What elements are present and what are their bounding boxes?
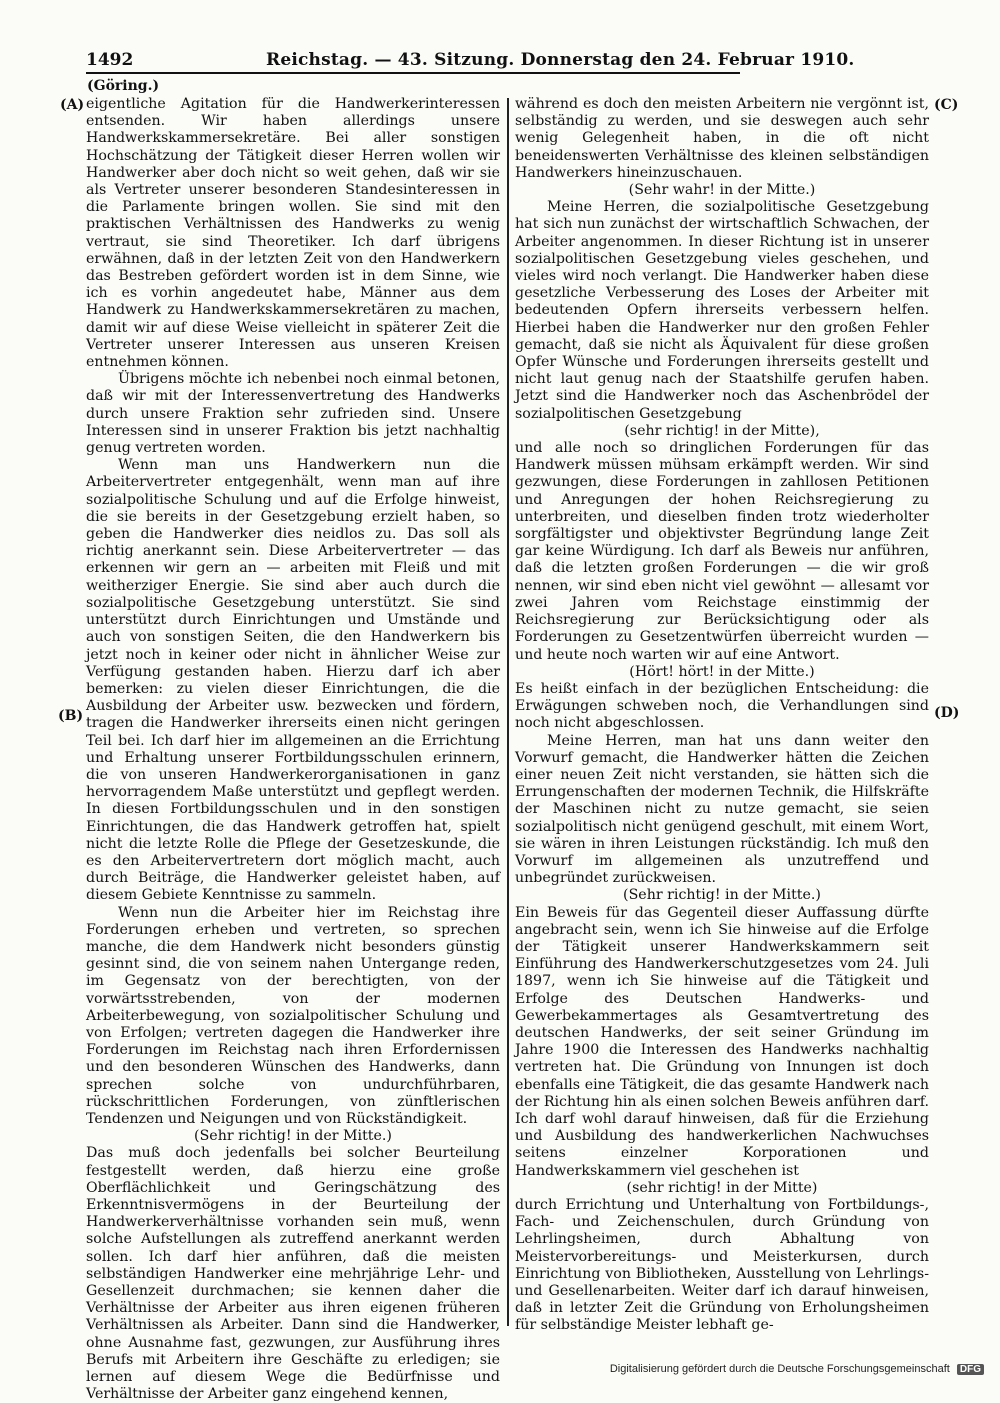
interjection: (Hört! hört! in der Mitte.) bbox=[629, 663, 815, 680]
margin-mark-a: (A) bbox=[60, 97, 85, 113]
paragraph: und alle noch so dringlichen Forderungen für das Handwerk müssen mühsam erkämpft werden. Wir sind gezwungen, diese Forderungen in zahllosen Petitionen und Anregungen der hohen Reichsregierung zu unterbreiten, und dieselben finden trotz wiederholter sorgfältigster und objektivster Begründung lange Zeit gar keine Würdigung. Ich darf als Beweis nur anführen, daß die letzten großen Forderungen — die wir groß nennen, wir sind eben nicht viel gewöhnt — allesamt vor zwei Jahren vom Reichstage einstimmig der Reichsregierung zur Berücksichtigung oder als Forderungen zu Gesetzentwürfen überreicht wurden — und heute noch warten wir auf eine Antwort. bbox=[515, 440, 929, 663]
interjection: (Sehr wahr! in der Mitte.) bbox=[628, 182, 816, 199]
margin-mark-d: (D) bbox=[934, 705, 960, 721]
footer-text: Digitalisierung gefördert durch die Deutsche Forschungsgemeinschaft bbox=[609, 1363, 950, 1375]
left-column bbox=[86, 96, 500, 1403]
paragraph: während es doch den meisten Arbeitern nie vergönnt ist, selbständig zu werden, und sie deswegen auch sehr wenig Gelegenheit haben, in die oft nicht beneidenswerten Verhältnisse des kleinen selbständigen Handwerkers hineinzuschauen. bbox=[515, 96, 929, 181]
paragraph: Wenn man uns Handwerkern nun die Arbeitervertreter entgegenhält, wenn man auf ihre sozialpolitische Schulung und auf die Erfolge hinweist, die sie bereits in der Gesetzgebung erzielt haben, so geben die Handwerker dies neidlos zu. Das soll als richtig anerkannt sein. Diese Arbeitervertreter — das erkennen wir gern an — arbeiten mit Fleiß und mit weitherziger Energie. Sie sind aber auch durch die sozialpolitische Gesetzgebung unterstützt. Sie sind unterstützt durch Einrichtungen und Umstände und auch von sonstigen Seiten, die den Handwerkern bis jetzt noch in keiner oder nicht in ähnlicher Weise zur Verfügung gestanden haben. Hierzu darf ich aber bemerken: zu vielen dieser Einrichtungen, die die Ausbildung der Arbeiter usw. bezwecken und fördern, tragen die Handwerker ihrerseits einen nicht geringen Teil bei. Ich darf hier im allgemeinen an die Errichtung und Erhaltung unserer Fortbildungsschulen erinnern, die von unseren Handwerkerorganisationen in ganz hervorragendem Maße unterstützt und gepflegt werden. In diesen Fortbildungsschulen und in den sonstigen Einrichtungen, die das Handwerk getroffen hat, spielt nicht die letzte Rolle die Pflege der Gesetzeskunde, die es den Arbeitervertretern dort möglich macht, auch durch Beiträge, die Handwerker geleistet haben, auf diesem Gebiete Kenntnisse zu sammeln. bbox=[86, 457, 500, 904]
paragraph: durch Errichtung und Unterhaltung von Fortbildungs-, Fach- und Zeichenschulen, durch Gründung von Lehrlingsheimen, durch Abhaltung von Meistervorbereitungs- und Meisterkursen, durch Einrichtung von Bibliotheken, Ausstellung von Lehrlings- und Gesellenarbeiten. Weiter darf ich darauf hinweisen, daß in letzter Zeit die Gründung von Erholungsheimen für selbständige Meister lebhaft ge- bbox=[515, 1197, 929, 1334]
paragraph: Meine Herren, die sozialpolitische Gesetzgebung hat sich nun zunächst der wirtschaftlich Schwachen, der Arbeiter angenommen. In dieser Richtung ist in unserer sozialpolitischen Gesetzgebung vieles geschehen, und vieles wird noch verlangt. Die Handwerker haben diese gesetzliche Verbesserung des Loses der Arbeiter mit bedeutenden Opfern ihrerseits verbessern helfen. Hierbei haben die Handwerker nur den großen Fehler gemacht, daß sie nicht als Äquivalent für diese großen Opfer Wünsche und Forderungen ihrerseits gestellt und nicht laut genug nach der Staatshilfe gerufen haben. Jetzt sind die Handwerker noch das Aschenbrödel der sozialpolitischen Gesetzgebung bbox=[515, 199, 929, 422]
header-rule bbox=[86, 72, 740, 74]
interjection: (sehr richtig! in der Mitte) bbox=[626, 1179, 818, 1196]
margin-mark-b: (B) bbox=[58, 708, 84, 724]
paragraph: Übrigens möchte ich nebenbei noch einmal betonen, daß wir mit der Interessenvertretung des Handwerks durch unsere Fraktion sehr zufrieden sind. Unsere Interessen sind in unserer Fraktion bis jetzt nachhaltig genug vertreten worden. bbox=[86, 371, 500, 457]
paragraph: Das muß doch jedenfalls bei solcher Beurteilung festgestellt werden, daß hierzu eine große Oberflächlichkeit und Geringschätzung des Erkenntnisvermögens in der Beurteilung der Handwerkerverhältnisse vorhanden sein muß, wenn solche Aufstellungen als zutreffend anerkannt werden sollen. Ich darf hier anführen, daß die meisten selbständigen Handwerker eine mehrjährige Lehr- und Gesellenzeit durchmachen; sie kennen daher die Verhältnisse der Arbeiter aus ihren eigenen früheren Verhältnissen als Arbeiter. Dann sind die Handwerker, ohne Ausnahme fast, gezwungen, zur Ausführung ihres Berufs mit Arbeitern ihre Geschäfte zu erledigen; sie lernen auf diesem Wege die Bedürfnisse und Verhältnisse der Arbeiter ganz eingehend kennen, bbox=[86, 1145, 500, 1403]
right-column bbox=[515, 96, 929, 1335]
paragraph: eigentliche Agitation für die Handwerkerinteressen entsenden. Wir haben allerdings unsere Handwerkskammersekretäre. Bei aller sonstigen Hochschätzung der Tätigkeit dieser Herren wollen wir Handwerker aber doch nicht so weit gehen, daß wir sie als Vertreter unserer besonderen Standesinteressen in die Parlamente bringen wollen. Sie sind mit den praktischen Verhältnissen des Handwerks zu wenig vertraut, sie sind Theoretiker. Ich darf übrigens erwähnen, daß in der letzten Zeit von den Handwerkern das Bestreben gefördert worden ist in dem Sinne, wie ich es vorhin angedeutet habe, Männer aus dem Handwerk zu Handwerkskammersekretären zu machen, damit wir auf diese Weise vielleicht in späterer Zeit die Vertreter unserer Interessen aus unseren Kreisen entnehmen können. bbox=[86, 96, 500, 371]
column-divider bbox=[507, 98, 509, 1326]
paragraph: Wenn nun die Arbeiter hier im Reichstag ihre Forderungen erheben und vertreten, so sprechen manche, die dem Handwerk nicht besonders günstig gesinnt sind, die von seinem nahen Untergange reden, im Gegensatz von der berechtigten, von der vorwärtsstrebenden, von der modernen Arbeiterbewegung, von sozialpolitischer Schulung und von Erfolgen; vertreten dagegen die Handwerker ihre Forderungen im Reichstag nach ihren Erfordernissen und den besonderen Wünschen des Handwerks, dann sprechen solche von undurchführbaren, rückschrittlichen Forderungen, von zünftlerischen Tendenzen und Neigungen und von Rückständigkeit. bbox=[86, 904, 500, 1127]
paragraph: Es heißt einfach in der bezüglichen Entscheidung: die Erwägungen schweben noch, die Verhandlungen sind noch nicht abgeschlossen. bbox=[515, 680, 929, 732]
interjection: (Sehr richtig! in der Mitte.) bbox=[194, 1128, 392, 1145]
page-number: 1492 bbox=[86, 50, 134, 70]
paragraph: Ein Beweis für das Gegenteil dieser Auffassung dürfte angebracht sein, wenn ich Sie hinweise auf die Erfolge der Tätigkeit unserer Handwerkskammern seit Einführung des Handwerkerschutzgesetzes vom 24. Juli 1897, wenn ich Sie hinweise auf die Tätigkeit und Erfolge des Deutschen Handwerks- und Gewerbekammertages als Gesamtvertretung des deutschen Handwerks, der seit seiner Gründung im Jahre 1900 die Interessen des Handwerks nachhaltig vertreten hat. Die Gründung von Innungen ist doch ebenfalls eine Tätigkeit, die das gesamte Handwerk nach der Richtung hin als einen solchen Beweis anführen darf. Ich darf wohl darauf hinweisen, daß für die Erziehung und Ausbildung des handwerkerlichen Nachwuchses seitens einzelner Korporationen und Handwerkskammern viel geschehen ist bbox=[515, 904, 929, 1179]
margin-mark-c: (C) bbox=[934, 97, 959, 113]
interjection: (sehr richtig! in der Mitte), bbox=[624, 422, 820, 439]
speaker-name: (Göring.) bbox=[87, 78, 160, 94]
dfg-logo: DFG bbox=[957, 1364, 984, 1375]
digitization-footer bbox=[610, 1363, 984, 1375]
interjection: (Sehr richtig! in der Mitte.) bbox=[623, 887, 821, 904]
running-title: Reichstag. — 43. Sitzung. Donnerstag den 24. Februar 1910. bbox=[266, 50, 855, 70]
paragraph: Meine Herren, man hat uns dann weiter den Vorwurf gemacht, die Handwerker hätten die Zeichen einer neuen Zeit nicht verstanden, sie hätten sich die Errungenschaften der modernen Technik, die Hilfskräfte der Maschinen nicht zu nutze gemacht, sie seien sozialpolitisch nicht genügend geschult, mit einem Wort, sie wären in ihren Leistungen rückständig. Ich muß den Vorwurf im allgemeinen als unzutreffend und unbegründet zurückweisen. bbox=[515, 732, 929, 887]
